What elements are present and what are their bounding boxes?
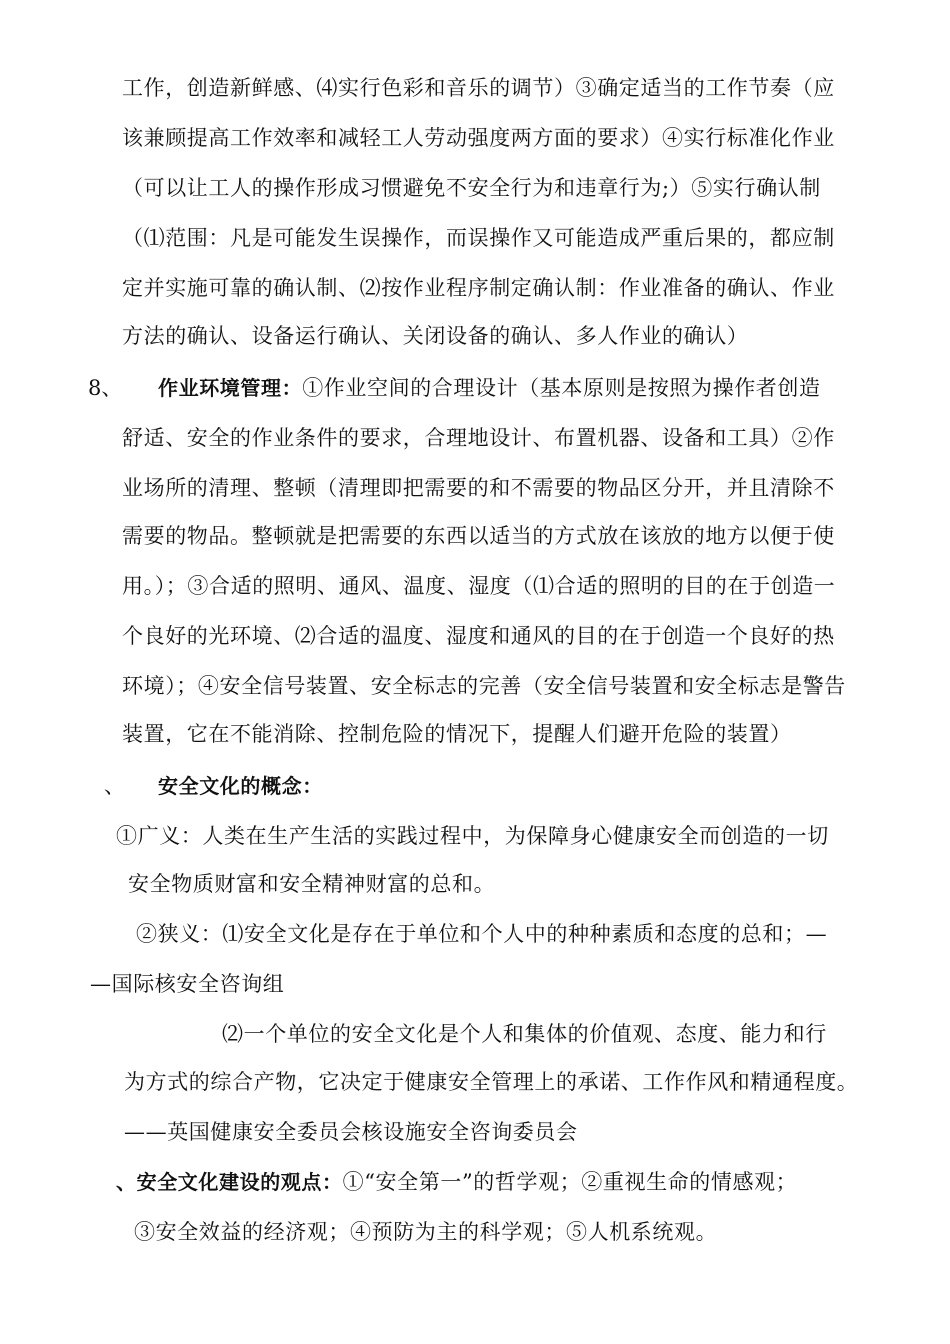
section-8-line-6: 个良好的光环境、⑵合适的温度、湿度和通风的目的在于创造一个良好的热 bbox=[122, 624, 835, 648]
text-line-2: 该兼顾提高工作效率和减轻工人劳动强度两方面的要求）④实行标准化作业 bbox=[122, 126, 835, 150]
section-8-first-text: ①作业空间的合理设计（基本原则是按照为操作者创造 bbox=[302, 376, 821, 400]
culture-views-heading: 、安全文化建设的观点： bbox=[116, 1170, 343, 1194]
culture-concept-heading: 安全文化的概念： bbox=[158, 774, 323, 798]
text-line-1: 工作，创造新鲜感、⑷实行色彩和音乐的调节）③确定适当的工作节奏（应 bbox=[122, 76, 835, 100]
culture-narrow2-line-1: ⑵一个单位的安全文化是个人和集体的价值观、态度、能力和行 bbox=[222, 1022, 827, 1046]
culture-views-line-1 bbox=[116, 1168, 797, 1196]
section-8-line-5: 用。）；③合适的照明、通风、温度、湿度（⑴合适的照明的目的在于创造一 bbox=[122, 574, 836, 598]
culture-narrow-line-1: ②狭义：⑴安全文化是存在于单位和个人中的种种素质和态度的总和；— bbox=[136, 922, 828, 946]
section-8-line-3: 业场所的清理、整顿（清理即把需要的和不需要的物品区分开，并且清除不 bbox=[122, 476, 835, 500]
section-8-first-line bbox=[158, 374, 821, 402]
culture-views-first-text: ①“安全第一”的哲学观；②重视生命的情感观； bbox=[342, 1170, 798, 1194]
culture-views-line-2: ③安全效益的经济观；④预防为主的科学观；⑤人机系统观。 bbox=[134, 1220, 718, 1244]
section-8-number: 8、 bbox=[88, 376, 123, 400]
culture-concept-number: 、 bbox=[104, 774, 125, 798]
text-line-4: （⑴范围：凡是可能发生误操作，而误操作又可能造成严重后果的，都应制 bbox=[122, 226, 835, 250]
section-8-line-7: 环境）；④安全信号装置、安全标志的完善（安全信号装置和安全标志是警告 bbox=[122, 674, 846, 698]
culture-broad-line-1: ①广义：人类在生产生活的实践过程中，为保障身心健康安全而创造的一切 bbox=[116, 824, 829, 848]
culture-narrow-line-2: —国际核安全咨询组 bbox=[90, 972, 285, 996]
culture-broad-line-2: 安全物质财富和安全精神财富的总和。 bbox=[128, 872, 496, 896]
section-8-line-2: 舒适、安全的作业条件的要求，合理地设计、布置机器、设备和工具）②作 bbox=[122, 426, 835, 450]
culture-narrow2-line-3: ——英国健康安全委员会核设施安全咨询委员会 bbox=[124, 1120, 578, 1144]
section-8-heading: 作业环境管理： bbox=[158, 376, 303, 400]
text-line-5: 定并实施可靠的确认制、⑵按作业程序制定确认制：作业准备的确认、作业 bbox=[122, 276, 835, 300]
text-line-6: 方法的确认、设备运行确认、关闭设备的确认、多人作业的确认） bbox=[122, 324, 749, 348]
section-8-line-4: 需要的物品。整顿就是把需要的东西以适当的方式放在该放的地方以便于使 bbox=[122, 524, 835, 548]
culture-narrow2-line-2: 为方式的综合产物，它决定于健康安全管理上的承诺、工作作风和精通程度。 bbox=[124, 1070, 859, 1094]
text-line-3: （可以让工人的操作形成习惯避免不安全行为和违章行为;）⑤实行确认制 bbox=[122, 176, 821, 200]
section-8-line-8: 装置，它在不能消除、控制危险的情况下，提醒人们避开危险的装置） bbox=[122, 722, 792, 746]
